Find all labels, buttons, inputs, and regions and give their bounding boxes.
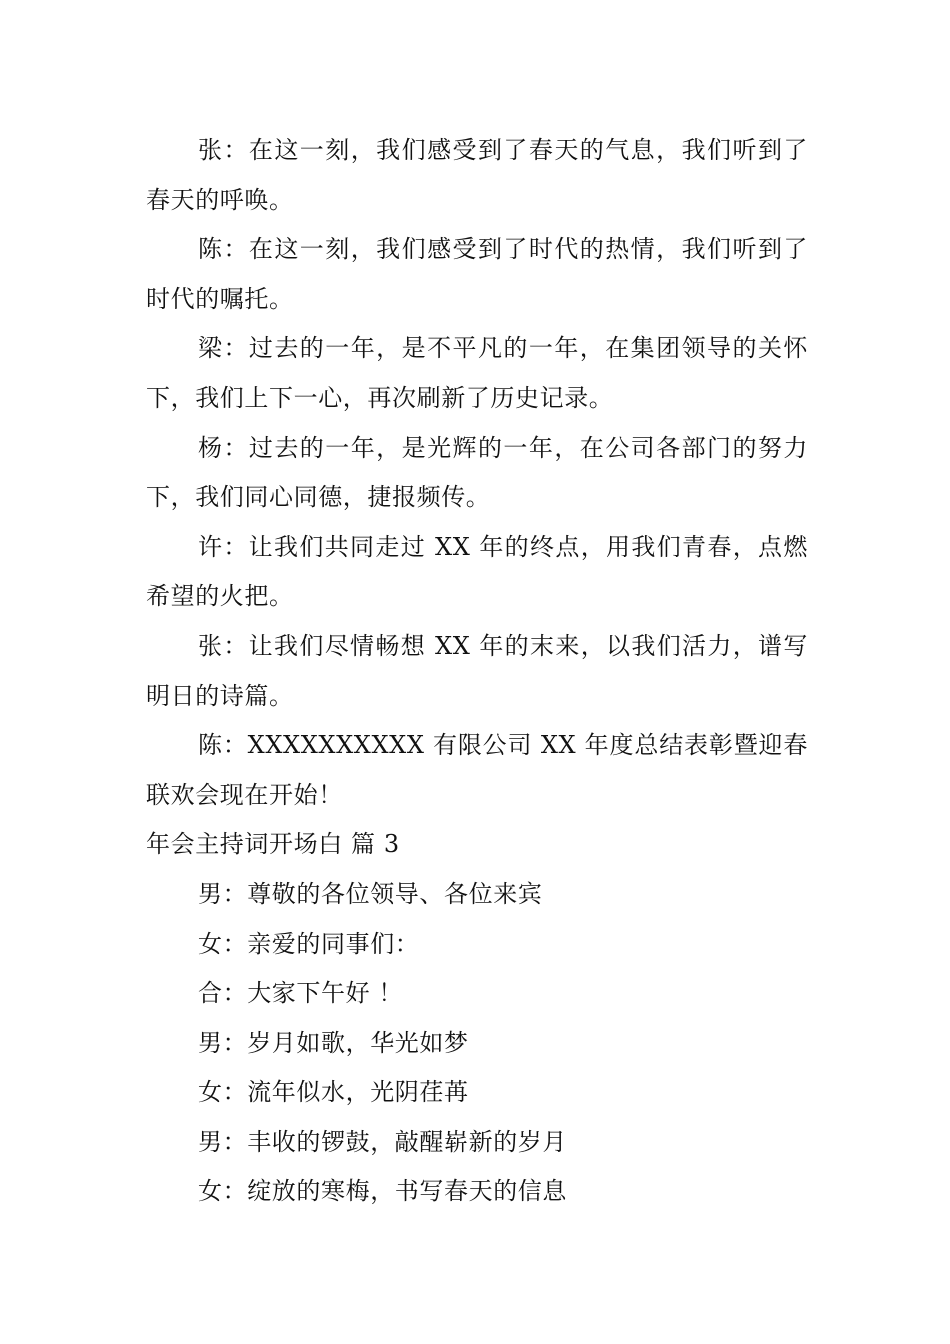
paragraph-chen-2: 陈：XXXXXXXXXX 有限公司 XX 年度总结表彰暨迎春联欢会现在开始！: [146, 731, 808, 809]
document-page: [146, 126, 808, 1217]
dialogue-line-3: 合：大家下午好 ！: [198, 979, 404, 1008]
paragraph-chen-1: 陈：在这一刻，我们感受到了时代的热情，我们听到了时代的嘱托。: [146, 235, 808, 313]
paragraph-zhang-1: 张：在这一刻，我们感受到了春天的气息，我们听到了春天的呼唤。: [146, 136, 808, 214]
paragraph-liang: 梁：过去的一年，是不平凡的一年，在集团领导的关怀下，我们上下一心，再次刷新了历史记录。: [146, 334, 808, 412]
dialogue-line-4: 男：岁月如歌，华光如梦: [198, 1028, 469, 1057]
dialogue-line-2: 女：亲爱的同事们：: [198, 929, 420, 958]
dialogue-line-5: 女：流年似水，光阴荏苒: [198, 1078, 469, 1107]
dialogue-line-7: 女：绽放的寒梅，书写春天的信息: [198, 1177, 567, 1206]
dialogue-line-1: 男：尊敬的各位领导、各位来宾: [198, 879, 543, 908]
paragraph-yang: 杨：过去的一年，是光辉的一年，在公司各部门的努力下，我们同心同德，捷报频传。: [146, 433, 808, 512]
paragraph-zhang-2: 张：让我们尽情畅想 XX 年的末来，以我们活力，谱写明日的诗篇。: [146, 631, 808, 710]
section-heading: 年会主持词开场白 篇 3: [146, 830, 400, 859]
paragraph-xu: 许：让我们共同走过 XX 年的终点，用我们青春，点燃希望的火把。: [146, 532, 808, 611]
dialogue-line-6: 男：丰收的锣鼓，敲醒崭新的岁月: [198, 1127, 567, 1156]
